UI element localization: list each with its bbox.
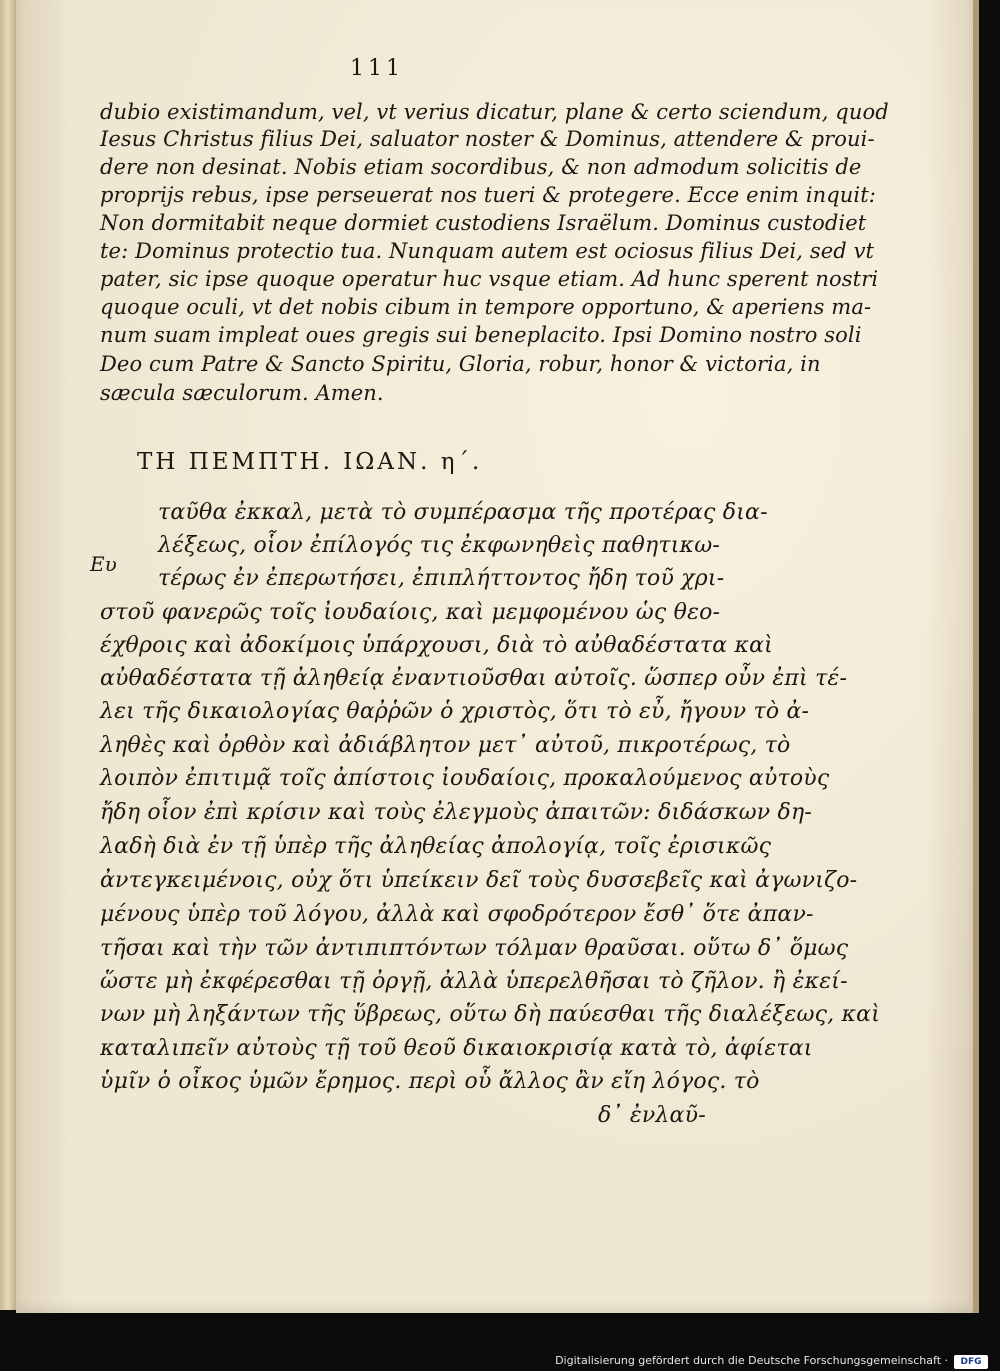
drop-initial: Ευ: [90, 552, 117, 576]
greek-line: ἤδη οἷον ἐπὶ κρίσιν καὶ τοὺς ἐλεγμοὺς ἀπαιτῶν: διδάσκων δη-: [100, 800, 812, 825]
footer-bar: [0, 1313, 1000, 1371]
greek-line: καταλιπεῖν αὐτοὺς τῇ τοῦ θεοῦ δικαιοκρισίᾳ κατὰ τὸ, ἀφίεται: [100, 1036, 813, 1061]
greek-section-heading: ΤΗ ΠΕΜΠΤΗ. ΙΩΑΝ. η΄.: [137, 449, 483, 475]
greek-line: ταῦθα ἐκκαλ, μετὰ τὸ συμπέρασμα τῆς προτέρας δια-: [158, 500, 768, 525]
greek-line: λέξεως, οἷον ἐπίλογός τις ἐκφωνηθεὶς παθητικω-: [158, 533, 720, 558]
digitization-credit: Digitalisierung gefördert durch die Deutsche Forschungsgemeinschaft ·: [555, 1354, 948, 1367]
greek-line: ληθὲς καὶ ὀρθὸν καὶ ἀδιάβλητον μετ᾽ αὐτοῦ, πικροτέρως, τὸ: [100, 733, 791, 758]
latin-line: proprijs rebus, ipse perseuerat nos tueri & protegere. Ecce enim inquit:: [100, 183, 876, 207]
greek-line: τῆσαι καὶ τὴν τῶν ἀντιπιπτόντων τόλμαν θραῦσαι. οὕτω δ᾽ ὅμως: [100, 936, 849, 961]
greek-line: αὐθαδέστατα τῇ ἀληθείᾳ ἐναντιοῦσθαι αὐτοῖς. ὥσπερ οὖν ἐπὶ τέ-: [100, 666, 848, 691]
latin-line: Non dormitabit neque dormiet custodiens Israëlum. Dominus custodiet: [100, 211, 867, 235]
latin-line: Iesus Christus filius Dei, saluator noster & Dominus, attendere & proui-: [100, 127, 875, 151]
latin-line: sæcula sæculorum. Amen.: [100, 381, 384, 405]
dfg-logo-icon: DFG: [954, 1355, 988, 1369]
greek-line: ἀντεγκειμένοις, οὐχ ὅτι ὑπείκειν δεῖ τοὺς δυσσεβεῖς καὶ ἀγωνιζο-: [100, 868, 858, 893]
greek-line: νων μὴ ληξάντων τῆς ὕβρεως, οὕτω δὴ παύεσθαι τῆς διαλέξεως, καὶ: [100, 1002, 881, 1027]
page-number: 111: [350, 56, 404, 81]
greek-line: λαδὴ διὰ ἐν τῇ ὑπὲρ τῆς ἀληθείας ἀπολογίᾳ, τοῖς ἐρισικῶς: [100, 834, 772, 859]
greek-line: λει τῆς δικαιολογίας θαῤῥῶν ὁ χριστὸς, ὅτι τὸ εὖ, ἤγουν τὸ ἀ-: [100, 699, 810, 724]
catchword: δ᾽ ἐνλαῦ-: [598, 1103, 706, 1128]
greek-line: λοιπὸν ἐπιτιμᾷ τοῖς ἀπίστοις ἰουδαίοις, προκαλούμενος αὐτοὺς: [100, 766, 830, 791]
greek-line: τέρως ἐν ἐπερωτήσει, ἐπιπλήττοντος ἤδη τοῦ χρι-: [158, 566, 725, 591]
greek-line: μένους ὑπὲρ τοῦ λόγου, ἀλλὰ καὶ σφοδρότερον ἔσθ᾽ ὅτε ἀπαν-: [100, 902, 814, 927]
greek-line: ὥστε μὴ ἐκφέρεσθαι τῇ ὀργῇ, ἀλλὰ ὑπερελθῆσαι τὸ ζῆλον. ἢ ἐκεί-: [100, 969, 848, 994]
page-edge-shadow: [973, 0, 979, 1313]
latin-line: num suam impleat oues gregis sui beneplacito. Ipsi Domino nostro soli: [100, 323, 862, 347]
latin-line: Deo cum Patre & Sancto Spiritu, Gloria, robur, honor & victoria, in: [100, 352, 821, 376]
latin-line: te: Dominus protectio tua. Nunquam autem est ociosus filius Dei, sed vt: [100, 239, 875, 263]
latin-line: dubio existimandum, vel, vt verius dicatur, plane & certo sciendum, quod: [100, 100, 889, 124]
greek-line: στοῦ φανερῶς τοῖς ἰουδαίοις, καὶ μεμφομένου ὡς θεο-: [100, 600, 721, 625]
greek-line: έχθροις καὶ ἀδοκίμοις ὑπάρχουσι, διὰ τὸ αὐθαδέστατα καὶ: [100, 633, 773, 658]
latin-line: quoque oculi, vt det nobis cibum in tempore opportuno, & aperiens ma-: [100, 295, 872, 319]
latin-line: dere non desinat. Nobis etiam socordibus, & non admodum solicitis de: [100, 155, 862, 179]
latin-line: pater, sic ipse quoque operatur huc vsque etiam. Ad hunc sperent nostri: [100, 267, 879, 291]
greek-line: ὑμῖν ὁ οἶκος ὑμῶν ἔρημος. περὶ οὗ ἄλλος ἂν εἴη λόγος. τὸ: [100, 1069, 760, 1094]
